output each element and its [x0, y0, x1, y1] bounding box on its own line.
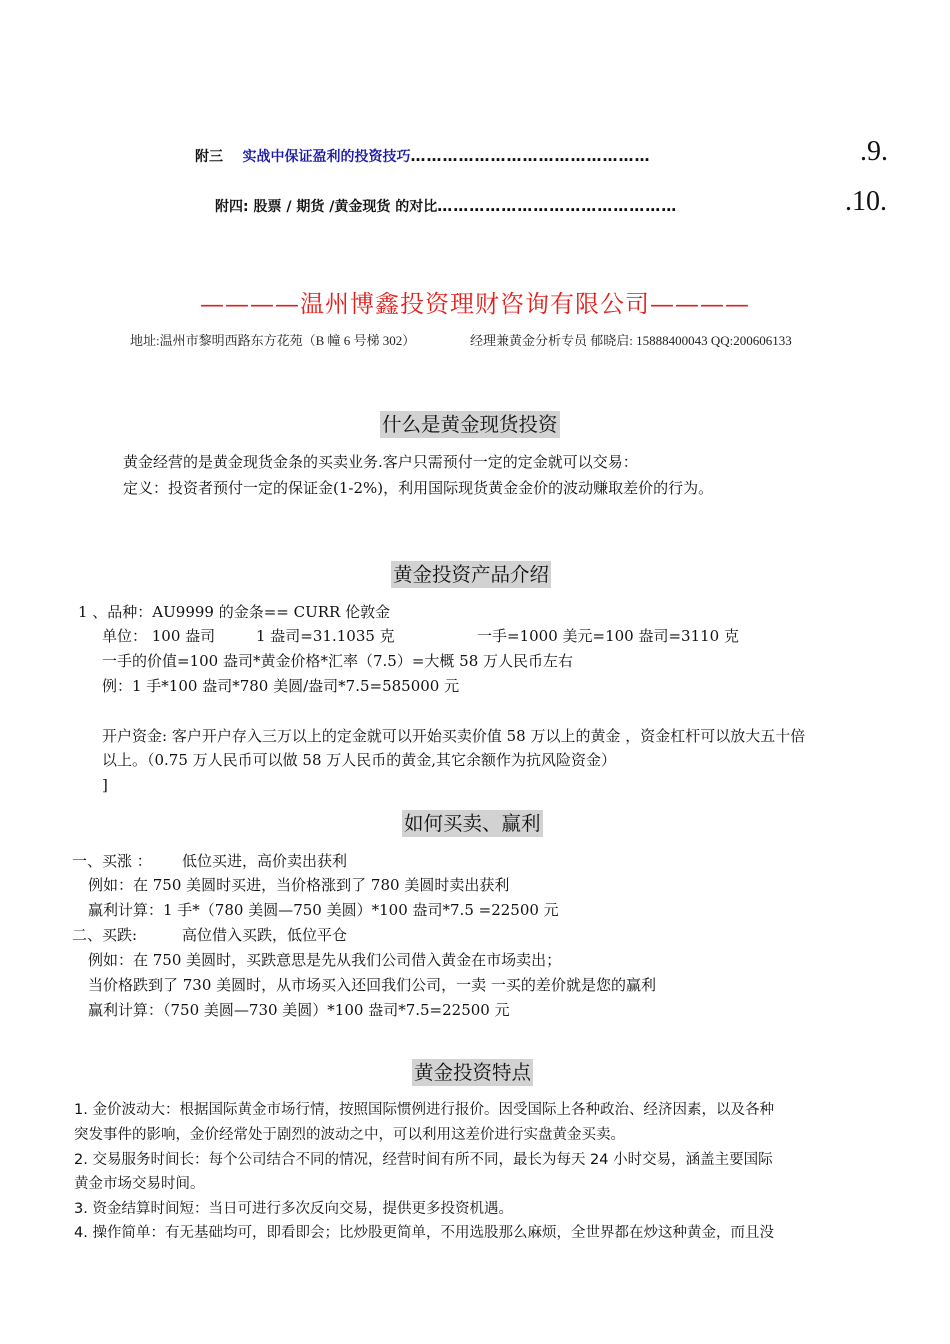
section-heading-how-to-trade: 如何买卖、赢利 — [404, 812, 541, 835]
toc-item-3[interactable] — [195, 146, 651, 166]
feature-item-number: 1. — [74, 1102, 88, 1118]
toc-item-3-title[interactable]: 实战中保证盈利的投资技巧 — [242, 149, 411, 165]
feature-item-text: 突发事件的影响，金价经常处于剧烈的波动之中，可以利用这差价进行实盘黄金买卖。 — [74, 1127, 625, 1143]
section1-line-2: 定义：投资者预付一定的保证金(1-2%)，利用国际现货黄金金价的波动赚取差价的行为。 — [123, 479, 714, 497]
buy-up-example: 例如：在 750 美圆时买进，当价格涨到了 780 美圆时卖出获利 — [88, 876, 510, 894]
feature-item-number: 4. — [74, 1225, 88, 1241]
product-unit: 单位： 100 盎司 — [102, 627, 216, 645]
product-variety: 1 、品种：AU9999 的金条== CURR 伦敦金 — [78, 603, 391, 621]
company-contact: 经理兼黄金分析专员 郁晓启: 15888400043 QQ:200606133 — [470, 333, 792, 348]
feature-item-text: 交易服务时间长：每个公司结合不同的情况，经营时间有所不同，最长为每天 24 小时交易，涵盖主要国际 — [92, 1152, 773, 1168]
product-ounce-grams: 1 盎司=31.1035 克 — [256, 627, 395, 645]
product-example: 例：1 手*100 盎司*780 美圆/盎司*7.5=585000 元 — [102, 677, 460, 695]
company-title: ————温州博鑫投资理财咨询有限公司———— — [200, 290, 750, 318]
stray-bracket: ] — [102, 776, 108, 794]
feature-item-2-cont — [74, 1172, 205, 1196]
toc-item-4[interactable] — [215, 196, 677, 216]
section-heading-product-intro: 黄金投资产品介绍 — [393, 563, 550, 586]
sell-down-example: 例如：在 750 美圆时，买跌意思是先从我们公司借入黄金在市场卖出； — [88, 951, 562, 969]
toc-item-4-leader: ……………………………………… — [437, 197, 678, 215]
section-heading-features: 黄金投资特点 — [414, 1061, 532, 1084]
opening-funds-line-2: 以上。（0.75 万人民币可以做 58 万人民币的黄金,其它余额作为抗风险资金） — [102, 751, 617, 769]
buy-up-calc: 赢利计算：1 手*（780 美圆—750 美圆）*100 盎司*7.5 =22500 元 — [88, 901, 559, 919]
company-address: 地址:温州市黎明西路东方花苑（B 幢 6 号梯 302） — [130, 333, 416, 348]
opening-funds-line-1: 开户资金: 客户开户存入三万以上的定金就可以开始买卖价值 58 万以上的黄金 ，资金杠杆可以放大五十倍 — [102, 727, 806, 745]
feature-item-1 — [74, 1098, 774, 1122]
toc-item-3-leader: ……………………………………… — [410, 147, 651, 165]
toc-item-4-page: .10. — [845, 186, 887, 217]
section-heading-what-is-gold-spot: 什么是黄金现货投资 — [382, 413, 558, 436]
feature-item-number: 3. — [74, 1201, 88, 1217]
product-lot-value: 一手的价值=100 盎司*黄金价格*汇率（7.5）=大概 58 万人民币左右 — [102, 652, 574, 670]
feature-item-1-cont — [74, 1123, 625, 1147]
toc-item-3-prefix: 附三 — [195, 149, 223, 165]
feature-item-text: 操作简单：有无基础均可，即看即会；比炒股更简单，不用选股那么麻烦，全世界都在炒这种黄金，而且没 — [92, 1225, 774, 1241]
toc-item-3-page: .9. — [860, 136, 888, 167]
feature-item-2 — [74, 1148, 773, 1172]
feature-item-3 — [74, 1197, 513, 1221]
feature-item-4 — [74, 1221, 774, 1245]
sell-down-desc: 高位借入买跌，低位平仓 — [182, 926, 348, 944]
feature-item-text: 黄金市场交易时间。 — [74, 1176, 205, 1192]
feature-item-text: 金价波动大：根据国际黄金市场行情，按照国际惯例进行报价。因受国际上各种政治、经济因素，以及各种 — [92, 1102, 774, 1118]
product-lot-size: 一手=1000 美元=100 盎司=3110 克 — [477, 627, 739, 645]
section1-line-1: 黄金经营的是黄金现货金条的买卖业务.客户只需预付一定的定金就可以交易： — [123, 453, 638, 471]
buy-up-desc: 低位买进，高价卖出获利 — [182, 852, 348, 870]
sell-down-example-2: 当价格跌到了 730 美圆时，从市场买入还回我们公司，一卖 一买的差价就是您的赢利 — [88, 976, 656, 994]
feature-item-number: 2. — [74, 1152, 88, 1168]
toc-item-4-title[interactable]: 附四: 股票 / 期货 /黄金现货 的对比 — [215, 199, 438, 215]
sell-down-label: 二、买跌: — [72, 926, 138, 944]
sell-down-calc: 赢利计算：（750 美圆—730 美圆）*100 盎司*7.5=22500 元 — [88, 1001, 510, 1019]
buy-up-label: 一、买涨 ： — [72, 852, 152, 870]
feature-item-text: 资金结算时间短：当日可进行多次反向交易，提供更多投资机遇。 — [92, 1201, 513, 1217]
